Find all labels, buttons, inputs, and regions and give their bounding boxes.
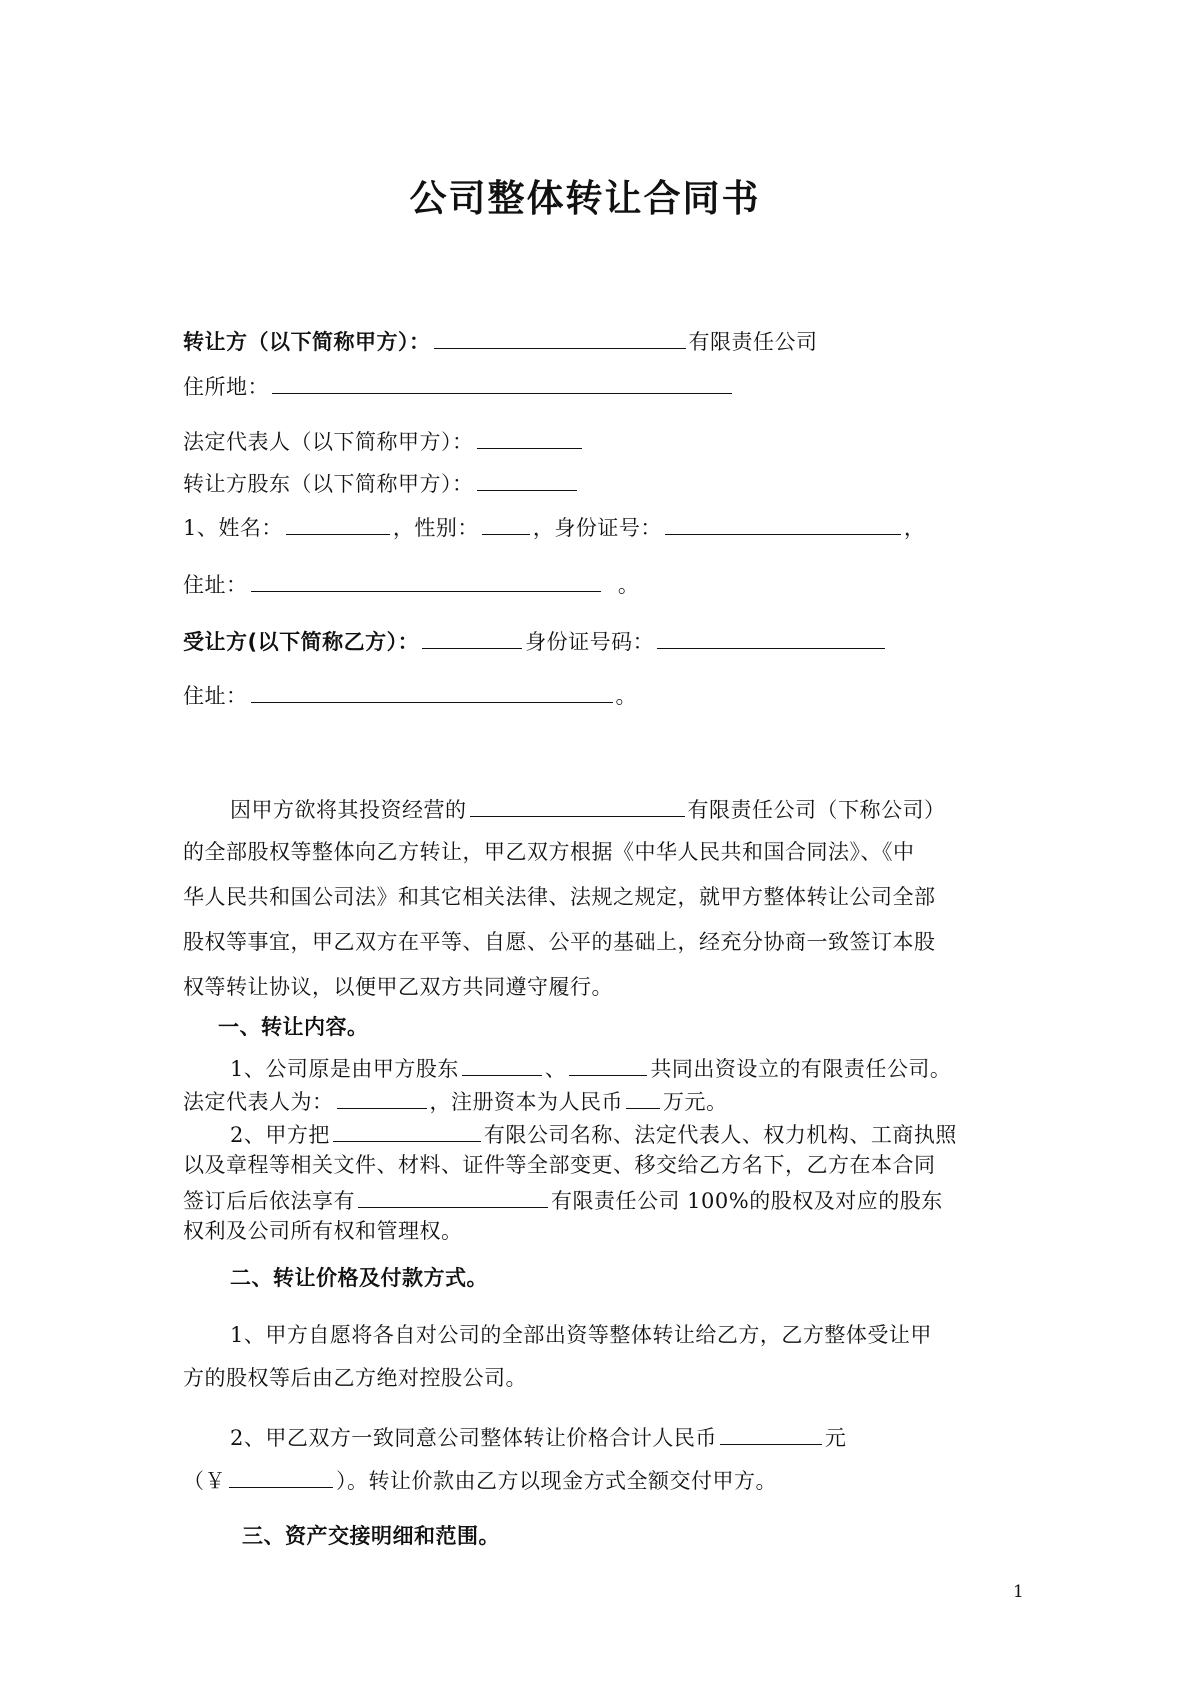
company-name-blank: [470, 792, 685, 817]
person-name-label: 1、姓名：: [183, 516, 283, 540]
shareholder-a-blank: [462, 1051, 542, 1076]
transferor-label: 转让方（以下简称甲方）：: [183, 330, 431, 354]
address-label: 住址：: [183, 573, 248, 597]
section2-heading: 二、转让价格及付款方式。: [230, 1266, 488, 1290]
clause-text: ）。转让价款由乙方以现金方式全额交付甲方。: [336, 1469, 777, 1493]
person-id-blank: [665, 510, 901, 535]
residence-label: 住所地：: [183, 375, 269, 399]
section1-heading: 一、转让内容。: [218, 1015, 369, 1039]
shareholder-label: 转让方股东（以下简称甲方）：: [183, 472, 474, 496]
transferee-label: 受让方(以下简称乙方）：: [183, 630, 420, 654]
intro-text: 有限责任公司（下称公司）: [687, 798, 946, 822]
shareholder-b-blank: [569, 1051, 647, 1076]
address-blank: [251, 567, 601, 592]
transferee-id-label: 身份证号码：: [525, 630, 655, 654]
clause-text: 万元。: [663, 1090, 728, 1114]
shareholder-line: [183, 466, 580, 499]
transferee-id-blank: [657, 624, 885, 649]
section1-p2-line2: 以及章程等相关文件、材料、证件等全部变更、移交给乙方名下，乙方在本合同: [183, 1153, 936, 1177]
residence-blank: [272, 369, 732, 394]
price-figure-blank: [229, 1463, 333, 1488]
address-line: [183, 567, 639, 600]
company-blank: [333, 1117, 481, 1142]
legal-rep-line: [183, 424, 585, 457]
person-id-end: ，: [903, 516, 926, 540]
intro-line-1: [230, 792, 946, 825]
intro-text: 因甲方欲将其投资经营的: [230, 798, 467, 822]
clause-text: ，注册资本为人民币: [429, 1090, 623, 1114]
section2-p2-line2: [183, 1463, 777, 1496]
transferee-address-label: 住址：: [183, 684, 248, 708]
transferee-address-blank: [251, 678, 613, 703]
clause-text: 元: [824, 1426, 847, 1450]
person-line: [183, 510, 925, 543]
clause-text: 2、甲方把: [230, 1123, 330, 1147]
clause-text: 1、公司原是由甲方股东: [230, 1057, 459, 1081]
clause-text: 共同出资设立的有限责任公司。: [650, 1057, 952, 1081]
section2-p2-line1: [230, 1420, 846, 1453]
intro-line-5: 权等转让协议，以便甲乙双方共同遵守履行。: [183, 975, 613, 999]
intro-line-4: 股权等事宜，甲乙双方在平等、自愿、公平的基础上，经充分协商一致签订本股: [183, 930, 936, 954]
section2-p1-line1: 1、甲方自愿将各自对公司的全部出资等整体转让给乙方，乙方整体受让甲: [230, 1323, 932, 1347]
section2-p1-line2: 方的股权等后由乙方绝对控股公司。: [183, 1366, 527, 1390]
shareholder-blank: [477, 466, 577, 491]
legal-rep-name-blank: [337, 1084, 427, 1109]
section1-p2-line4: 权利及公司所有权和管理权。: [183, 1219, 463, 1243]
intro-line-2: 的全部股权等整体向乙方转让，甲乙双方根据《中华人民共和国合同法》、《中: [183, 840, 915, 864]
clause-text: 签订后后依法享有: [183, 1189, 355, 1213]
legal-rep-label: 法定代表人（以下简称甲方）：: [183, 430, 474, 454]
clause-text: 法定代表人为：: [183, 1090, 334, 1114]
clause-text: 有限公司名称、法定代表人、权力机构、工商执照: [483, 1123, 957, 1147]
clause-text: 有限责任公司 100%的股权及对应的股东: [551, 1189, 943, 1213]
person-gender-label: ，性别：: [392, 516, 479, 540]
transferor-name-blank: [434, 324, 686, 349]
section1-p2-line1: [230, 1117, 957, 1150]
person-gender-blank: [482, 510, 530, 535]
section1-p2-line3: [183, 1183, 943, 1216]
section1-p1-line1: [230, 1051, 951, 1084]
person-id-label: ，身份证号：: [532, 516, 662, 540]
clause-text: （￥: [183, 1469, 226, 1493]
page-number: 1: [1013, 1582, 1024, 1602]
person-name-blank: [286, 510, 390, 535]
transferee-address-end: 。: [615, 684, 637, 708]
transferee-address-line: [183, 678, 637, 711]
page-title: 公司整体转让合同书: [409, 177, 761, 220]
price-blank: [720, 1420, 822, 1445]
clause-text: 、: [544, 1057, 567, 1081]
clause-text: 2、甲乙双方一致同意公司整体转让价格合计人民币: [230, 1426, 717, 1450]
section1-p1-line2: [183, 1084, 728, 1117]
section3-heading: 三、资产交接明细和范围。: [242, 1524, 500, 1548]
transferee-line: [183, 624, 888, 657]
company-full-blank: [358, 1183, 548, 1208]
intro-line-3: 华人民共和国公司法》和其它相关法律、法规之规定，就甲方整体转让公司全部: [183, 885, 936, 909]
capital-blank: [626, 1084, 660, 1109]
transferor-line: [183, 324, 818, 357]
address-end: 。: [617, 573, 640, 597]
residence-line: [183, 369, 735, 402]
legal-rep-blank: [477, 424, 582, 449]
transferor-suffix: 有限责任公司: [688, 330, 818, 354]
transferee-name-blank: [422, 624, 522, 649]
